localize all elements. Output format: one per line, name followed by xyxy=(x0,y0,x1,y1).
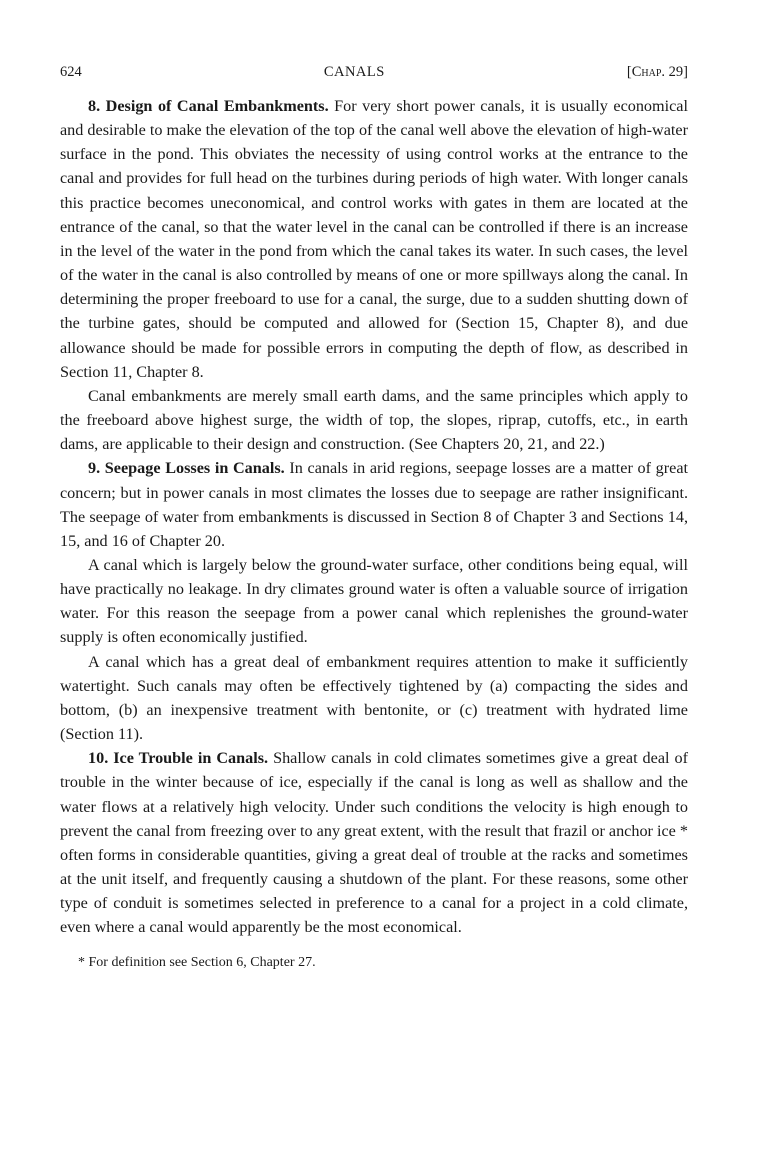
footnote: * For definition see Section 6, Chapter 27. xyxy=(78,955,316,971)
running-header xyxy=(60,64,688,86)
page xyxy=(60,64,688,971)
paragraph xyxy=(60,746,688,939)
paragraph xyxy=(60,456,688,553)
paragraph xyxy=(60,94,688,384)
paragraph-text: Canal embankments are merely small earth dams, and the same principles which apply to the freeboard above highest surge, the width of top, the slopes, riprap, cutoffs, etc., in earth dams, are applicable to their design and construction. (See Chapters 20, 21, and 22.) xyxy=(60,386,688,454)
paragraph-text: For very short power canals, it is usually economical and desirable to make the elevation of the top of the canal well above the elevation of high-water surface in the pond. This obviates the necessity of using control works at the entrance to the canal and provides for full head on the turbines during periods of high water. With longer canals this practice becomes uneconomical, and control works with gates in them are located at the entrance of the canal, so that the water level in the canal can be controlled if there is an increase in the level of the water in the pond from which the canal takes its water. In such cases, the level of the water in the canal is also controlled by means of one or more spillways along the canal. In determining the proper freeboard to use for a canal, the surge, due to a sudden shutting down of the turbine gates, should be computed and allowed for (Section 15, Chapter 8), and due allowance should be made for possible errors in computing the depth of flow, as described in Section 11, Chapter 8. xyxy=(60,97,688,381)
body-text xyxy=(60,94,688,939)
paragraph-text: In canals in arid regions, seepage losses are a matter of great concern; but in power canals in most climates the losses due to seepage are rather insignificant. The seepage of water from embankments is discussed in Section 8 of Chapter 3 and Sections 14, 15, and 16 of Chapter 20. xyxy=(60,459,688,550)
paragraph xyxy=(60,384,688,456)
page-number: 624 xyxy=(60,64,82,80)
paragraph-text: A canal which has a great deal of embankment requires attention to make it sufficiently watertight. Such canals may often be effectively tightened by (a) compacting the sides and bottom, (b) an inexpensive treatment with bentonite, or (c) treatment with hydrated lime (Section 11). xyxy=(60,652,688,744)
running-title: CANALS xyxy=(323,64,385,80)
paragraph-text: A canal which is largely below the ground-water surface, other conditions being equal, will have practically no leakage. In dry climates ground water is often a valuable source of irrigation water. For this reason the seepage from a power canal which replenishes the ground-water supply is often economically justified. xyxy=(60,555,688,647)
section-heading: 9. Seepage Losses in Canals. xyxy=(88,459,285,478)
paragraph xyxy=(60,650,688,747)
section-heading: 10. Ice Trouble in Canals. xyxy=(88,749,269,768)
chapter-reference: [Chap. 29] xyxy=(626,64,688,80)
paragraph-text: Shallow canals in cold climates sometimes give a great deal of trouble in the winter because of ice, especially if the canal is long as well as shallow and the water flows at a relatively high velocity. Under such conditions the velocity is high enough to prevent the canal from freezing over to any great extent, with the result that frazil or anchor ice * often forms in considerable quantities, giving a great deal of trouble at the racks and sometimes at the unit itself, and frequently causing a shutdown of the plant. For these reasons, some other type of conduit is sometimes selected in preference to a canal for a project in a cold climate, even where a canal would apparently be the most economical. xyxy=(60,749,688,937)
section-heading: 8. Design of Canal Embankments. xyxy=(88,97,329,115)
paragraph xyxy=(60,553,688,650)
